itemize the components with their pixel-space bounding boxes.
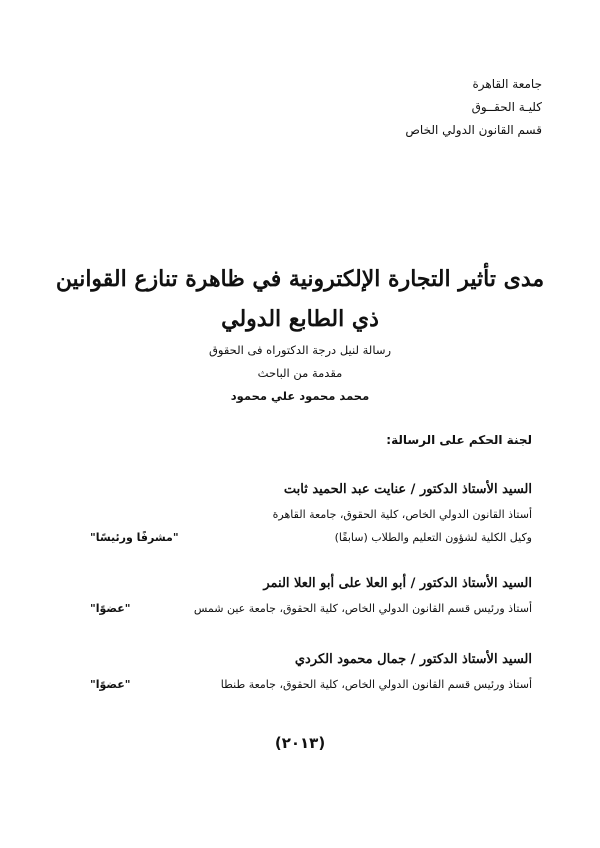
committee-heading: لجنة الحكم على الرسالة: [386,433,532,447]
thesis-title-line-2: ذي الطابع الدولي [221,306,379,332]
researcher-name: محمد محمود علي محمود [230,389,370,403]
member-role: "مشرفًا ورئيسًا" [90,531,179,544]
university-name: جامعة القاهرة [472,77,542,91]
member-description: وكيل الكلية لشؤون التعليم والطلاب (سابقًا) [334,531,532,544]
member-role: "عضوًا" [90,678,131,691]
faculty-name: كليـة الحقــوق [471,100,542,114]
member-description: أستاذ ورئيس قسم القانون الدولي الخاص، كلية الحقوق، جامعة عين شمس [193,602,532,615]
member-description: أستاذ ورئيس قسم القانون الدولي الخاص، كلية الحقوق، جامعة طنطا [220,678,532,691]
member-name: السيد الأستاذ الدكتور / جمال محمود الكردي [294,652,532,667]
department-name: قسم القانون الدولي الخاص [405,123,542,137]
thesis-title-line-1: مدى تأثير التجارة الإلكترونية في ظاهرة تنازع القوانين [55,266,545,292]
member-description: أستاذ القانون الدولي الخاص، كلية الحقوق، جامعة القاهرة [272,508,532,521]
member-name: السيد الأستاذ الدكتور / أبو العلا على أبو العلا النمر [263,576,532,591]
member-role: "عضوًا" [90,602,131,615]
presented-by: مقدمة من الباحث [257,366,343,380]
thesis-year: (٢٠١٣) [274,734,326,752]
member-name: السيد الأستاذ الدكتور / عنايت عبد الحميد ثابت [283,482,532,497]
degree-purpose: رسالة لنيل درجة الدكتوراه فى الحقوق [208,343,392,357]
